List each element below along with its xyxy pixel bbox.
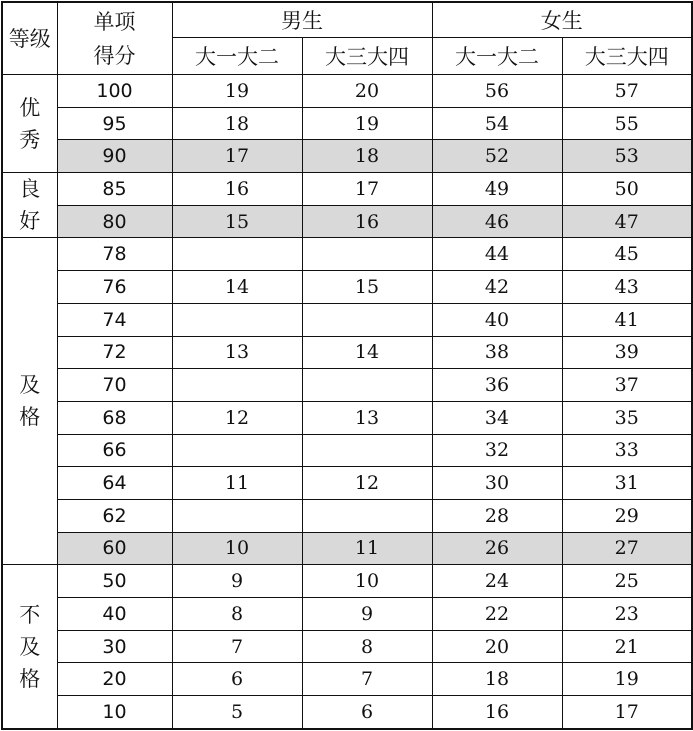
- male-year12-cell: 6: [172, 663, 302, 696]
- female-year12-cell: 34: [432, 401, 562, 434]
- female-year12-cell: 54: [432, 107, 562, 140]
- female-year12-cell: 49: [432, 173, 562, 206]
- grade-cell: [2, 75, 57, 173]
- female-year12-cell: 32: [432, 434, 562, 467]
- male-year12-cell: [172, 238, 302, 271]
- male-year12-cell: 19: [172, 75, 302, 108]
- male-year12-cell: 15: [172, 205, 302, 238]
- female-year12-cell: 38: [432, 336, 562, 369]
- male-year12-cell: 12: [172, 401, 302, 434]
- female-year12-cell: 44: [432, 238, 562, 271]
- grade-cell: [2, 238, 57, 565]
- female-year34-cell: 23: [562, 598, 692, 631]
- table-row: [2, 173, 692, 206]
- female-year34-cell: 50: [562, 173, 692, 206]
- female-year34-cell: 39: [562, 336, 692, 369]
- score-cell: 80: [57, 205, 172, 238]
- male-year34-cell: 10: [302, 565, 432, 598]
- male-year12-cell: 10: [172, 532, 302, 565]
- grade-cell: [2, 565, 57, 729]
- grade-label: 及格: [19, 373, 41, 430]
- female-year34-cell: 45: [562, 238, 692, 271]
- table-row: [2, 696, 692, 729]
- female-year12-cell: 40: [432, 303, 562, 336]
- score-cell: 90: [57, 140, 172, 173]
- score-cell: 40: [57, 598, 172, 631]
- table-row: [2, 499, 692, 532]
- female-year34-cell: 47: [562, 205, 692, 238]
- table-row: [2, 630, 692, 663]
- female-year34-cell: 31: [562, 467, 692, 500]
- score-cell: 50: [57, 565, 172, 598]
- female-year34-cell: 27: [562, 532, 692, 565]
- table-body: [2, 75, 692, 729]
- female-year34-cell: 25: [562, 565, 692, 598]
- female-year34-header: 大三大四: [562, 38, 692, 75]
- score-cell: 78: [57, 238, 172, 271]
- table-row: [2, 467, 692, 500]
- score-header-label: 单项得分: [93, 9, 136, 68]
- score-cell: 62: [57, 499, 172, 532]
- female-year34-cell: 17: [562, 696, 692, 729]
- male-year12-cell: [172, 369, 302, 402]
- table-row: [2, 532, 692, 565]
- male-year34-cell: 15: [302, 271, 432, 304]
- female-year12-cell: 52: [432, 140, 562, 173]
- female-year12-cell: 16: [432, 696, 562, 729]
- female-year34-cell: 21: [562, 630, 692, 663]
- grade-label: 良好: [19, 177, 41, 234]
- table-row: [2, 401, 692, 434]
- male-year34-cell: 7: [302, 663, 432, 696]
- grade-header-label: 等级: [8, 26, 51, 51]
- male-year34-cell: [302, 369, 432, 402]
- score-cell: 20: [57, 663, 172, 696]
- header-row-1: [2, 2, 692, 38]
- male-year12-cell: 11: [172, 467, 302, 500]
- female-year34-cell: 29: [562, 499, 692, 532]
- male-year12-cell: [172, 499, 302, 532]
- table-row: [2, 140, 692, 173]
- score-cell: 76: [57, 271, 172, 304]
- score-cell: 70: [57, 369, 172, 402]
- table-row: [2, 107, 692, 140]
- female-year12-cell: 36: [432, 369, 562, 402]
- male-year12-cell: 7: [172, 630, 302, 663]
- table-row: [2, 336, 692, 369]
- male-year34-cell: 19: [302, 107, 432, 140]
- female-year34-cell: 53: [562, 140, 692, 173]
- female-year34-cell: 19: [562, 663, 692, 696]
- male-year12-cell: 8: [172, 598, 302, 631]
- male-year12-cell: 5: [172, 696, 302, 729]
- male-year12-cell: 17: [172, 140, 302, 173]
- score-table-container: [1, 1, 693, 730]
- female-year12-cell: 42: [432, 271, 562, 304]
- score-cell: 66: [57, 434, 172, 467]
- score-cell: 100: [57, 75, 172, 108]
- male-header: 男生: [172, 2, 432, 38]
- female-year34-cell: 55: [562, 107, 692, 140]
- grade-label: 不及格: [19, 602, 41, 691]
- score-cell: 68: [57, 401, 172, 434]
- female-year34-cell: 57: [562, 75, 692, 108]
- female-header: 女生: [432, 2, 692, 38]
- male-year34-cell: 6: [302, 696, 432, 729]
- male-year34-header: 大三大四: [302, 38, 432, 75]
- table-row: [2, 434, 692, 467]
- table-row: [2, 303, 692, 336]
- male-year12-cell: 18: [172, 107, 302, 140]
- grade-cell: [2, 173, 57, 238]
- female-year34-cell: 33: [562, 434, 692, 467]
- male-year12-cell: 16: [172, 173, 302, 206]
- male-year34-cell: [302, 238, 432, 271]
- male-year34-cell: [302, 499, 432, 532]
- male-year34-cell: 9: [302, 598, 432, 631]
- male-year12-cell: [172, 434, 302, 467]
- male-year34-cell: 8: [302, 630, 432, 663]
- grade-header: [2, 2, 57, 75]
- male-year12-header: 大一大二: [172, 38, 302, 75]
- female-year34-cell: 43: [562, 271, 692, 304]
- score-header: [57, 2, 172, 75]
- score-cell: 95: [57, 107, 172, 140]
- female-year12-cell: 28: [432, 499, 562, 532]
- female-year34-cell: 41: [562, 303, 692, 336]
- female-year12-cell: 56: [432, 75, 562, 108]
- female-year12-cell: 26: [432, 532, 562, 565]
- table-row: [2, 238, 692, 271]
- male-year34-cell: 20: [302, 75, 432, 108]
- female-year12-cell: 30: [432, 467, 562, 500]
- score-cell: 72: [57, 336, 172, 369]
- table-row: [2, 663, 692, 696]
- table-row: [2, 565, 692, 598]
- table-row: [2, 75, 692, 108]
- male-year12-cell: 14: [172, 271, 302, 304]
- grade-label: 优秀: [19, 95, 41, 152]
- female-year34-cell: 35: [562, 401, 692, 434]
- male-year34-cell: 17: [302, 173, 432, 206]
- score-cell: 64: [57, 467, 172, 500]
- score-cell: 10: [57, 696, 172, 729]
- table-row: [2, 271, 692, 304]
- male-year34-cell: [302, 434, 432, 467]
- female-year34-cell: 37: [562, 369, 692, 402]
- female-year12-cell: 24: [432, 565, 562, 598]
- score-cell: 74: [57, 303, 172, 336]
- male-year34-cell: 18: [302, 140, 432, 173]
- male-year34-cell: 13: [302, 401, 432, 434]
- score-cell: 30: [57, 630, 172, 663]
- male-year34-cell: 12: [302, 467, 432, 500]
- male-year34-cell: 14: [302, 336, 432, 369]
- female-year12-cell: 46: [432, 205, 562, 238]
- score-cell: 85: [57, 173, 172, 206]
- male-year34-cell: 11: [302, 532, 432, 565]
- female-year12-cell: 20: [432, 630, 562, 663]
- male-year12-cell: [172, 303, 302, 336]
- male-year34-cell: 16: [302, 205, 432, 238]
- male-year12-cell: 13: [172, 336, 302, 369]
- female-year12-cell: 18: [432, 663, 562, 696]
- male-year12-cell: 9: [172, 565, 302, 598]
- table-row: [2, 369, 692, 402]
- male-year34-cell: [302, 303, 432, 336]
- score-cell: 60: [57, 532, 172, 565]
- table-row: [2, 598, 692, 631]
- table-row: [2, 205, 692, 238]
- female-year12-cell: 22: [432, 598, 562, 631]
- female-year12-header: 大一大二: [432, 38, 562, 75]
- score-table: [1, 1, 693, 730]
